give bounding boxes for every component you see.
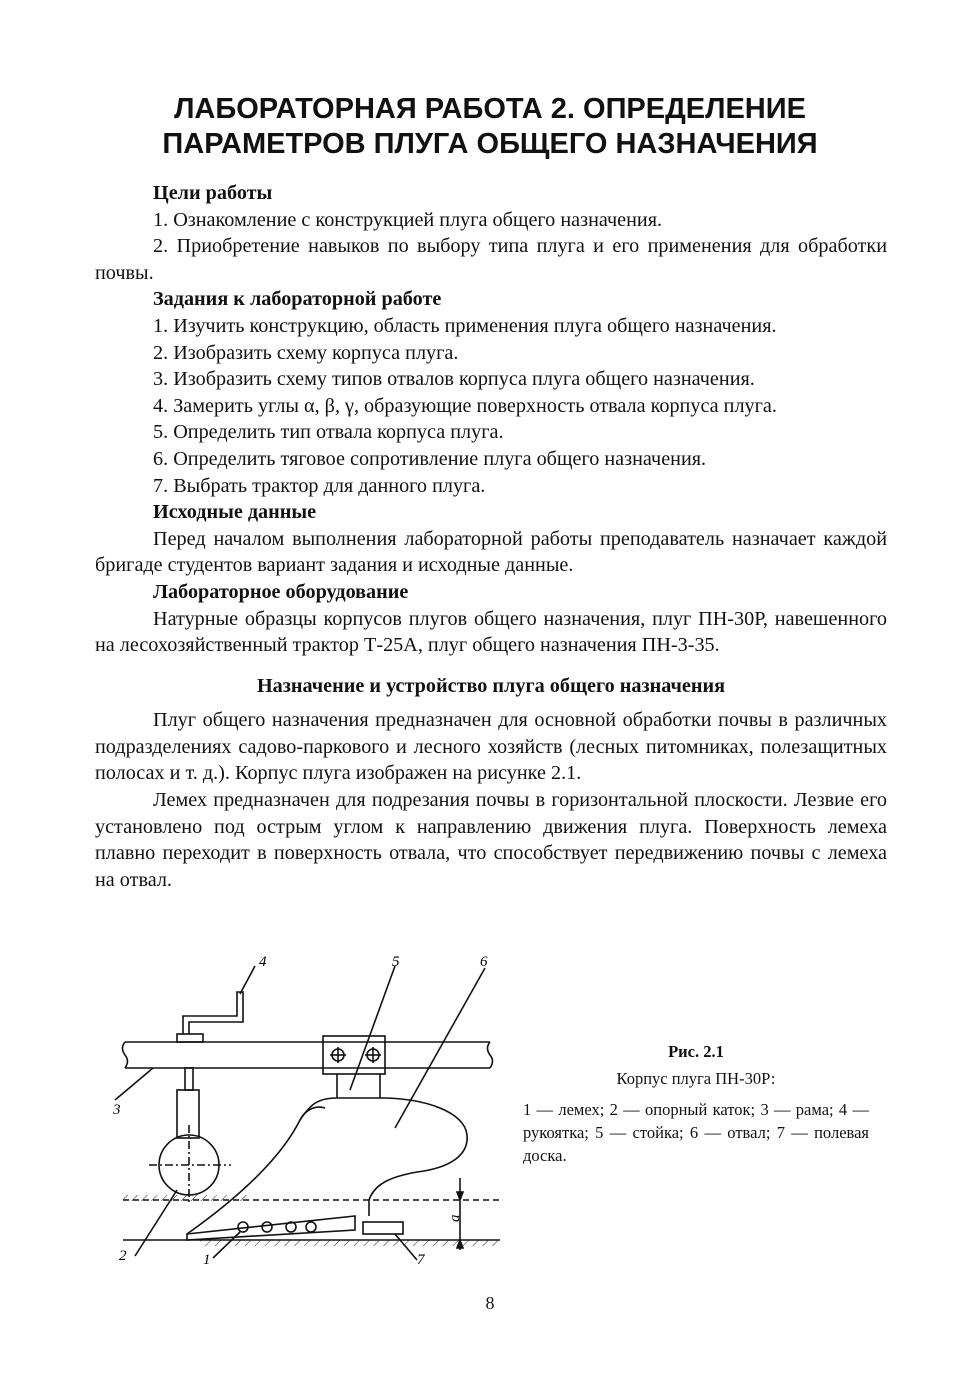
- equipment-heading: Лабораторное оборудование: [153, 580, 409, 603]
- figure-caption: [523, 1040, 869, 1167]
- leader-4: [240, 966, 255, 994]
- label-4: 4: [259, 954, 267, 970]
- goals-item-2: 2. Приобретение навыков по выбору типа плуга и его применения для обработки почвы.: [95, 235, 887, 284]
- plough-body-diagram: [105, 950, 505, 1280]
- label-5: 5: [392, 954, 400, 970]
- leader-6: [395, 968, 485, 1128]
- label-6: 6: [480, 954, 488, 970]
- task-item: 3. Изобразить схему типов отвалов корпуса плуга общего назначения.: [153, 368, 755, 391]
- label-3: 3: [113, 1102, 121, 1118]
- caption-title: Рис. 2.1: [668, 1042, 724, 1061]
- frame-beam: [123, 1042, 493, 1068]
- label-a: a: [447, 1214, 463, 1222]
- label-2: 2: [119, 1248, 127, 1264]
- goals-item-1: 1. Ознакомление с конструкцией плуга общего назначения.: [153, 208, 663, 231]
- task-item: 7. Выбрать трактор для данного плуга.: [153, 474, 486, 497]
- mouldboard: [187, 1098, 467, 1234]
- label-7: 7: [417, 1252, 425, 1268]
- goals-heading: Цели работы: [153, 182, 273, 204]
- section-para-2: Лемех предназначен для подрезания почвы в горизонтальной плоскости. Лезвие его установлено под острым углом к направлению движения плуга. Поверхность лемеха плавно переходит в поверхность отвала, что способствует передвижению почвы с лемеха на отвал.: [95, 789, 887, 891]
- caption-subtitle: Корпус плуга ПН-30Р:: [616, 1069, 776, 1088]
- leader-5: [350, 966, 395, 1090]
- task-item: 6. Определить тяговое сопротивление плуга общего назначения.: [153, 447, 707, 470]
- initial-heading: Исходные данные: [153, 501, 317, 524]
- caption-legend: 1 — лемех; 2 — опорный каток; 3 — рама; 4 — рукоятка; 5 — стойка; 6 — отвал; 7 — полевая доска.: [523, 1100, 869, 1165]
- share: [187, 1216, 355, 1240]
- support-wheel: [149, 1068, 231, 1205]
- task-item: 2. Изобразить схему корпуса плуга.: [153, 341, 459, 364]
- title-line-1: ЛАБОРАТОРНАЯ РАБОТА 2. ОПРЕДЕЛЕНИЕ: [174, 93, 806, 125]
- leader-3: [115, 1068, 153, 1100]
- handle: [177, 992, 243, 1042]
- landside: [363, 1222, 403, 1234]
- title-line-2: ПАРАМЕТРОВ ПЛУГА ОБЩЕГО НАЗНАЧЕНИЯ: [162, 128, 818, 160]
- initial-text: Перед началом выполнения лабораторной работы преподаватель назначает каждой бригаде студентов вариант задания и исходные данные.: [95, 527, 887, 577]
- section-heading: Назначение и устройство плуга общего назначения: [256, 674, 726, 697]
- label-1: 1: [203, 1252, 211, 1268]
- standard: [337, 1074, 380, 1098]
- tasks-heading: Задания к лабораторной работе: [153, 288, 442, 311]
- task-item: 1. Изучить конструкцию, область применения плуга общего назначения.: [153, 314, 777, 337]
- document-body: [95, 180, 887, 893]
- leader-7: [395, 1234, 417, 1260]
- task-item: 5. Определить тип отвала корпуса плуга.: [153, 421, 504, 444]
- page-title: [95, 92, 885, 162]
- soil-bottom-hatch: [200, 1240, 500, 1246]
- section-para-1: Плуг общего назначения предназначен для основной обработки почвы в различных подразделениях садово-паркового и лесного хозяйств (лесных питомниках, полезащитных полосах и т. д.). Корпус плуга изображен на рисунке 2.1.: [95, 709, 887, 785]
- page-number: 8: [485, 1293, 495, 1313]
- equipment-text: Натурные образцы корпусов плугов общего назначения, плуг ПН-30Р, навешенного на лесохозяйственный трактор Т-25А, плуг общего назначения ПН-3-35.: [95, 607, 887, 657]
- task-item: 4. Замерить углы α, β, γ, образующие поверхность отвала корпуса плуга.: [153, 394, 777, 417]
- soil-surface-hatch: [123, 1195, 248, 1201]
